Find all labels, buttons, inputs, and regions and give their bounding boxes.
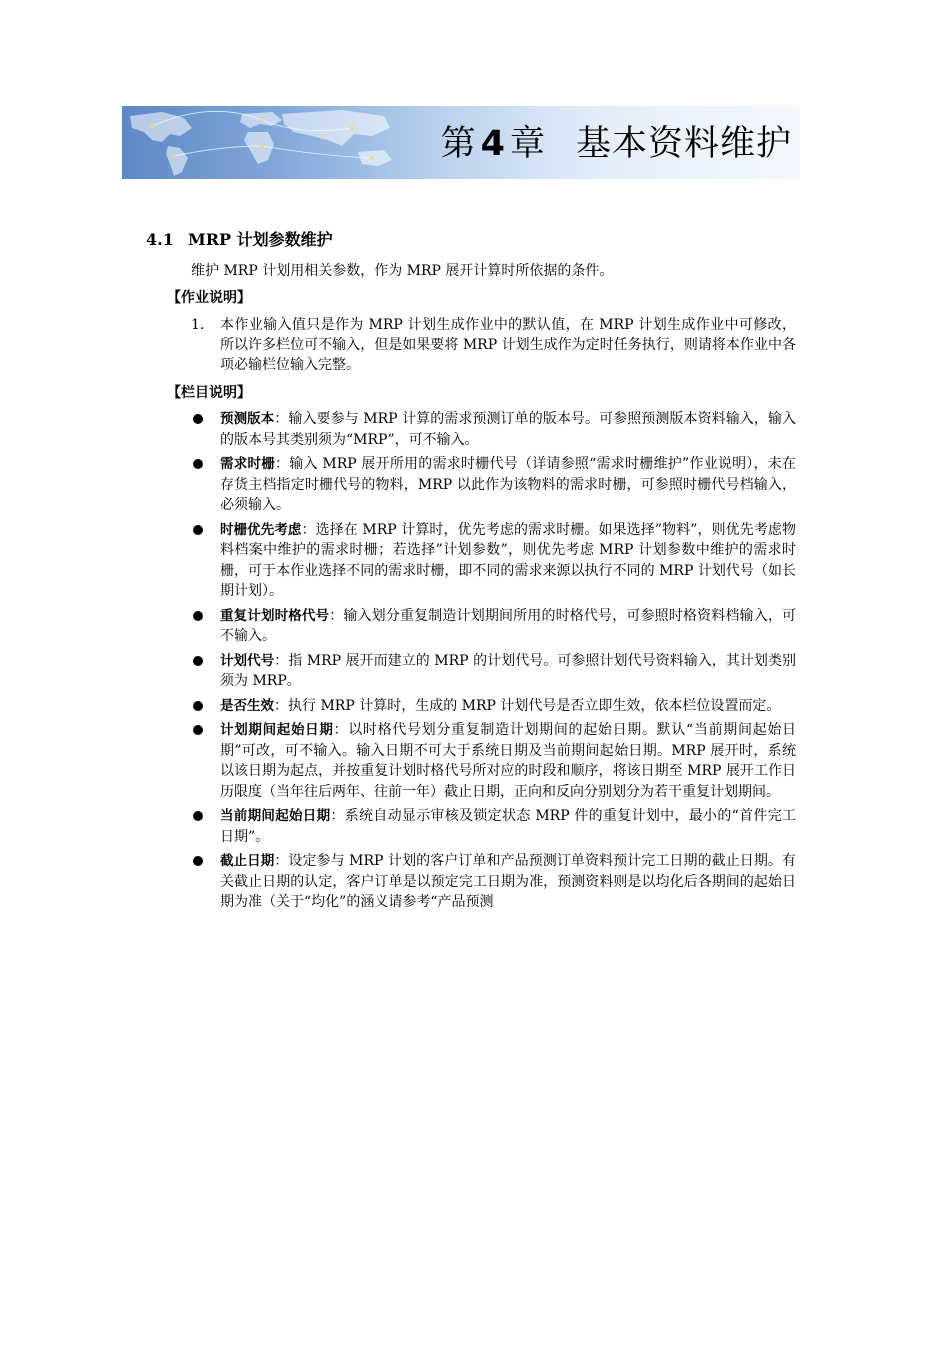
- field-term: 计划期间起始日期: [220, 722, 334, 738]
- field-description: 指 MRP 展开而建立的 MRP 的计划代号。可参照计划代号资料输入，其计划类别须为 MRP。: [220, 652, 796, 689]
- bullet-icon: [193, 459, 203, 469]
- chapter-title: [441, 124, 792, 164]
- bullet-icon: [193, 701, 203, 711]
- field-list: [191, 409, 796, 917]
- fields-label: 【栏目说明】: [167, 385, 251, 401]
- field-description: 输入划分重复制造计划期间所用的时格代号，可参照时格资料档输入，可不输入。: [220, 607, 797, 644]
- section-number: 4.1: [146, 230, 174, 249]
- bullet-icon: [193, 656, 203, 666]
- bullet-icon: [193, 414, 203, 424]
- section-title: MRP 计划参数维护: [188, 230, 333, 249]
- field-description: 选择在 MRP 计算时，优先考虑的需求时栅。如果选择”物料”，则优先考虑物料档案中维护的需求时栅；若选择”计划参数”，则优先考虑 MRP 计划参数中维护的需求时栅，可于本作业选择不同的需求时栅，即不同的需求来源以执行不同的 MRP 计划代号（如长期计划）。: [220, 521, 797, 599]
- chapter-suffix: 章: [509, 124, 546, 164]
- operation-note-text: 本作业输入值只是作为 MRP 计划生成作业中的默认值，在 MRP 计划生成作业中可修改，所以许多栏位可不输入，但是如果要将 MRP 计划生成作为定时任务执行，则请将本作业中各项必输栏位输入完整。: [220, 317, 796, 373]
- chapter-prefix: 第: [440, 124, 477, 164]
- list-item: 重复计划时格代号：输入划分重复制造计划期间所用的时格代号，可参照时格资料档输入，可不输入。: [191, 606, 796, 647]
- list-item: 时栅优先考虑：选择在 MRP 计算时，优先考虑的需求时栅。如果选择”物料”，则优先考虑物料档案中维护的需求时栅；若选择”计划参数”，则优先考虑 MRP 计划参数中维护的需求时栅，可于本作业选择不同的需求时栅，即不同的需求来源以执行不同的 MRP 计划代号（如长期计划）。: [191, 520, 796, 602]
- field-term: 截止日期: [220, 853, 275, 869]
- list-item: 预测版本：输入要参与 MRP 计算的需求预测订单的版本号。可参照预测版本资料输入，输入的版本号其类别须为“MRP”，可不输入。: [191, 409, 796, 450]
- field-description: 执行 MRP 计算时，生成的 MRP 计划代号是否立即生效，依本栏位设置而定。: [288, 697, 781, 714]
- field-term: 是否生效: [220, 697, 274, 714]
- list-item: 计划期间起始日期：以时格代号划分重复制造计划期间的起始日期。默认“当前期间起始日期”可改，可不输入。输入日期不可大于系统日期及当前期间起始日期。MRP 展开时，系统以该日期为起点，并按重复计划时格代号所对应的时段和顺序，将该日期至 MRP 展开工作日历限度（当年往后两年、往前一年）截止日期，正向和反向分别划分为若干重复计划期间。: [191, 720, 796, 802]
- field-term: 当前期间起始日期: [220, 808, 331, 824]
- field-description: 输入 MRP 展开所用的需求时栅代号（详请参照“需求时栅维护”作业说明），未在存货主档指定时栅代号的物料，MRP 以此作为该物料的需求时栅，可参照时栅代号档输入，必须输入。: [220, 456, 797, 513]
- bullet-icon: [193, 811, 203, 821]
- field-term: 时栅优先考虑: [220, 521, 302, 538]
- list-item: 计划代号：指 MRP 展开而建立的 MRP 的计划代号。可参照计划代号资料输入，其计划类别须为 MRP。: [191, 651, 796, 692]
- operation-note: [191, 315, 796, 375]
- section-heading: [146, 229, 333, 251]
- bullet-icon: [193, 525, 203, 535]
- field-term: 预测版本: [220, 411, 275, 427]
- world-map-graphic: [122, 106, 442, 179]
- chapter-banner: [122, 106, 800, 179]
- list-item: 当前期间起始日期：系统自动显示审核及锁定状态 MRP 件的重复计划中，最小的“首件完工日期”。: [191, 806, 796, 847]
- operation-label: 【作业说明】: [167, 290, 251, 306]
- field-term: 重复计划时格代号: [220, 607, 330, 624]
- operation-note-number: 1.: [191, 317, 205, 333]
- field-description: 以时格代号划分重复制造计划期间的起始日期。默认“当前期间起始日期”可改，可不输入。输入日期不可大于系统日期及当前期间起始日期。MRP 展开时，系统以该日期为起点，并按重复计划时格代号所对应的时段和顺序，将该日期至 MRP 展开工作日历限度（当年往后两年、往前一年）截止日期，正向和反向分别划分为若干重复计划期间。: [220, 722, 797, 800]
- field-term: 计划代号: [220, 652, 275, 669]
- field-term: 需求时栅: [220, 456, 275, 472]
- field-description: 系统自动显示审核及锁定状态 MRP 件的重复计划中，最小的“首件完工日期”。: [220, 808, 797, 845]
- bullet-icon: [193, 725, 203, 735]
- list-item: 是否生效：执行 MRP 计算时，生成的 MRP 计划代号是否立即生效，依本栏位设置而定。: [191, 696, 796, 717]
- list-item: 需求时栅：输入 MRP 展开所用的需求时栅代号（详请参照“需求时栅维护”作业说明），未在存货主档指定时栅代号的物料，MRP 以此作为该物料的需求时栅，可参照时栅代号档输入，必须输入。: [191, 454, 796, 516]
- field-description: 输入要参与 MRP 计算的需求预测订单的版本号。可参照预测版本资料输入，输入的版本号其类别须为“MRP”，可不输入。: [220, 411, 797, 448]
- bullet-icon: [193, 856, 203, 866]
- chapter-number: 4: [480, 124, 506, 164]
- bullet-icon: [193, 611, 203, 621]
- field-description: 设定参与 MRP 计划的客户订单和产品预测订单资料预计完工日期的截止日期。有关截止日期的认定，客户订单是以预定完工日期为准，预测资料则是以均化后各期间的起始日期为准（关于“均化”的涵义请参考“产品预测: [220, 853, 797, 910]
- section-intro: 维护 MRP 计划用相关参数，作为 MRP 展开计算时所依据的条件。: [191, 263, 614, 279]
- list-item: 截止日期：设定参与 MRP 计划的客户订单和产品预测订单资料预计完工日期的截止日期。有关截止日期的认定，客户订单是以预定完工日期为准，预测资料则是以均化后各期间的起始日期为准（关于“均化”的涵义请参考“产品预测: [191, 851, 796, 913]
- chapter-name: 基本资料维护: [575, 124, 792, 164]
